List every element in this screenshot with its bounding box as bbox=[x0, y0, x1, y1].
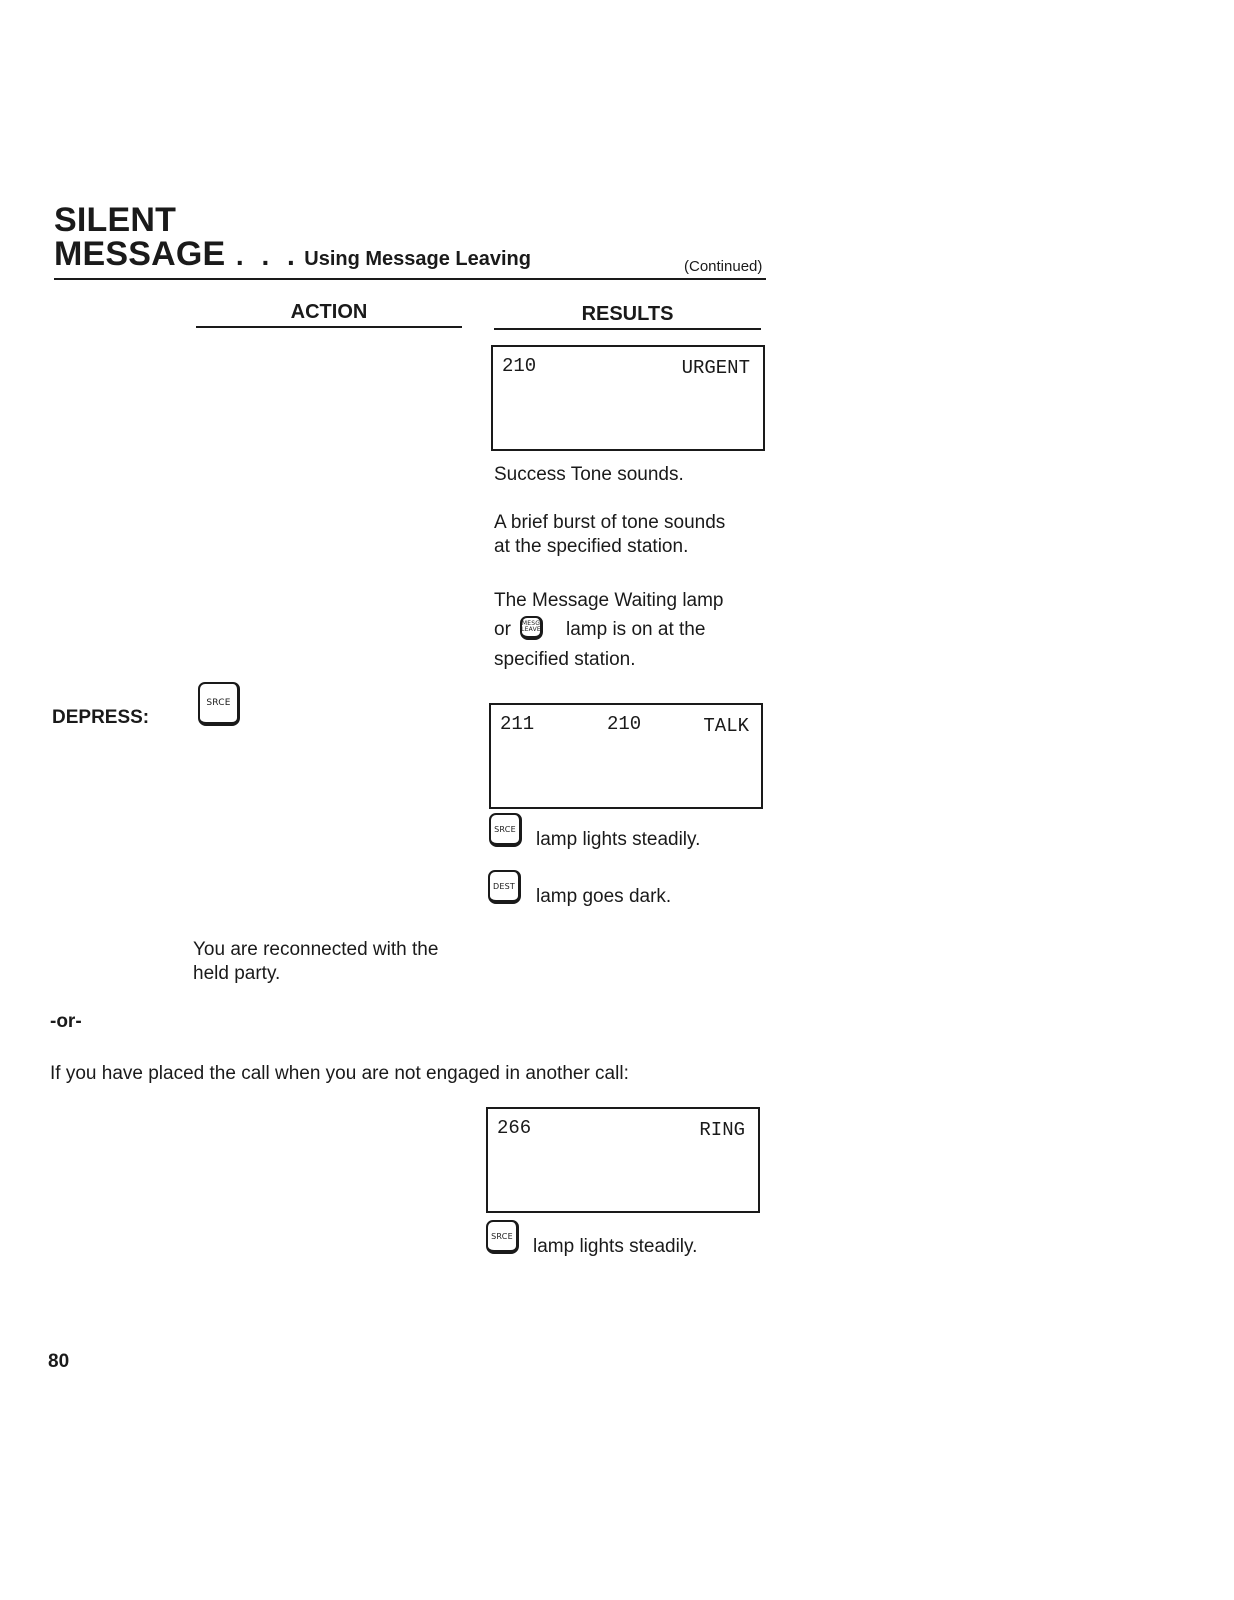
message-waiting-line1: The Message Waiting lamp bbox=[494, 590, 724, 611]
srce-lamp-icon: SRCE bbox=[489, 813, 522, 847]
srce-key-icon: SRCE bbox=[198, 682, 240, 726]
mesg-key-line2: LEAVE bbox=[521, 626, 541, 633]
if-placed-text: If you have placed the call when you are not engaged in another call: bbox=[50, 1063, 629, 1084]
page-subtitle: Using Message Leaving bbox=[304, 248, 531, 270]
display2-right: TALK bbox=[703, 715, 749, 737]
message-waiting-or: or bbox=[494, 619, 511, 640]
results-heading: RESULTS bbox=[581, 303, 674, 325]
srce-lamp-icon-2: SRCE bbox=[486, 1220, 519, 1254]
action-heading-rule bbox=[196, 326, 462, 328]
srce-lamp-text: lamp lights steadily. bbox=[536, 829, 701, 850]
burst-line1: A brief burst of tone sounds bbox=[494, 512, 726, 533]
lcd-display-1 bbox=[491, 345, 765, 451]
display1-right: URGENT bbox=[681, 357, 750, 379]
message-waiting-line3: specified station. bbox=[494, 649, 636, 670]
page-title-line2 bbox=[54, 237, 531, 272]
results-heading-rule bbox=[494, 328, 761, 330]
mesg-key-line1: MESG bbox=[521, 620, 541, 627]
lcd-display-3 bbox=[486, 1107, 760, 1213]
reconnected-line1: You are reconnected with the bbox=[193, 939, 439, 960]
display3-left: 266 bbox=[497, 1117, 532, 1139]
dest-lamp-text: lamp goes dark. bbox=[536, 886, 672, 907]
header-rule bbox=[54, 278, 766, 280]
display3-right: RING bbox=[699, 1119, 745, 1141]
display2-left: 211 bbox=[500, 713, 535, 735]
page-title-line1: SILENT bbox=[54, 201, 177, 239]
page-number: 80 bbox=[48, 1351, 70, 1372]
display2-middle: 210 bbox=[607, 713, 642, 735]
message-waiting-line2: lamp is on at the bbox=[566, 619, 706, 640]
reconnected-line2: held party. bbox=[193, 963, 281, 984]
burst-line2: at the specified station. bbox=[494, 536, 689, 557]
lcd-display-2 bbox=[489, 703, 763, 809]
dest-lamp-icon: DEST bbox=[488, 870, 521, 904]
action-heading: ACTION bbox=[290, 301, 368, 323]
depress-label: DEPRESS: bbox=[52, 707, 150, 728]
or-separator: -or- bbox=[50, 1011, 82, 1032]
continued-label: (Continued) bbox=[684, 258, 763, 275]
title-dots: . . . bbox=[235, 240, 300, 271]
srce-lamp-text-2: lamp lights steadily. bbox=[533, 1236, 698, 1257]
page-title-main: MESSAGE bbox=[54, 235, 226, 273]
success-tone-text: Success Tone sounds. bbox=[494, 464, 684, 485]
display1-left: 210 bbox=[502, 355, 537, 377]
mesg-leave-key-icon bbox=[520, 616, 543, 640]
